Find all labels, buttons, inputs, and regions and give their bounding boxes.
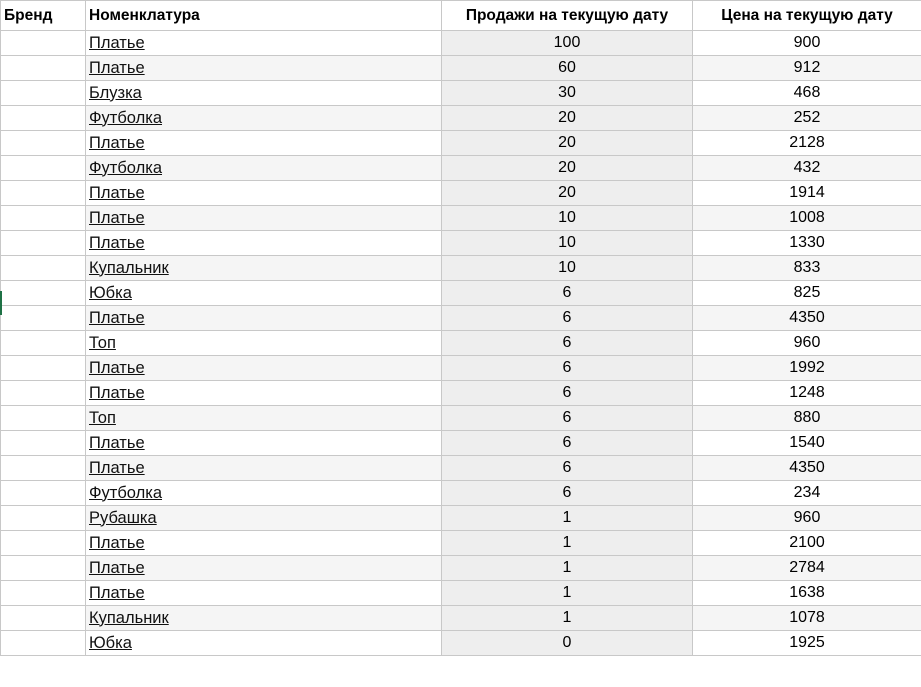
nomenclature-link[interactable]: Платье bbox=[89, 308, 145, 327]
cell-brand[interactable] bbox=[1, 356, 86, 381]
table-row bbox=[1, 406, 921, 431]
cell-price[interactable]: 825 bbox=[693, 281, 921, 306]
cell-nomenclature[interactable] bbox=[86, 581, 442, 606]
cell-nomenclature[interactable] bbox=[86, 606, 442, 631]
cell-sales[interactable]: 20 bbox=[442, 156, 693, 181]
cell-nomenclature[interactable] bbox=[86, 306, 442, 331]
nomenclature-link[interactable]: Купальник bbox=[89, 608, 169, 627]
cell-nomenclature[interactable] bbox=[86, 256, 442, 281]
cell-nomenclature[interactable] bbox=[86, 331, 442, 356]
table-row bbox=[1, 31, 921, 56]
cell-sales[interactable]: 20 bbox=[442, 181, 693, 206]
cell-nomenclature[interactable] bbox=[86, 431, 442, 456]
table-row bbox=[1, 81, 921, 106]
table-row bbox=[1, 431, 921, 456]
cell-nomenclature[interactable] bbox=[86, 456, 442, 481]
cell-brand[interactable] bbox=[1, 281, 86, 306]
cell-brand[interactable] bbox=[1, 556, 86, 581]
cell-price[interactable]: 1638 bbox=[693, 581, 921, 606]
cell-sales[interactable]: 6 bbox=[442, 406, 693, 431]
cell-price[interactable]: 1008 bbox=[693, 206, 921, 231]
cell-nomenclature[interactable] bbox=[86, 131, 442, 156]
cell-price[interactable]: 2100 bbox=[693, 531, 921, 556]
table-row bbox=[1, 531, 921, 556]
cell-price[interactable]: 1914 bbox=[693, 181, 921, 206]
cell-sales[interactable]: 6 bbox=[442, 456, 693, 481]
nomenclature-link[interactable]: Топ bbox=[89, 408, 116, 427]
cell-sales[interactable]: 20 bbox=[442, 131, 693, 156]
cell-sales[interactable]: 6 bbox=[442, 281, 693, 306]
cell-nomenclature[interactable] bbox=[86, 481, 442, 506]
cell-sales[interactable]: 6 bbox=[442, 331, 693, 356]
cell-brand[interactable] bbox=[1, 481, 86, 506]
cell-price[interactable]: 1330 bbox=[693, 231, 921, 256]
cell-price[interactable]: 1992 bbox=[693, 356, 921, 381]
cell-price[interactable]: 1248 bbox=[693, 381, 921, 406]
cell-price[interactable]: 960 bbox=[693, 331, 921, 356]
nomenclature-link[interactable]: Платье bbox=[89, 58, 145, 77]
table-row bbox=[1, 631, 921, 656]
nomenclature-link[interactable]: Топ bbox=[89, 333, 116, 352]
cell-sales[interactable]: 1 bbox=[442, 531, 693, 556]
cell-price[interactable]: 468 bbox=[693, 81, 921, 106]
cell-sales[interactable]: 10 bbox=[442, 231, 693, 256]
cell-brand[interactable] bbox=[1, 306, 86, 331]
cell-nomenclature[interactable] bbox=[86, 356, 442, 381]
table-row bbox=[1, 181, 921, 206]
cell-sales[interactable]: 6 bbox=[442, 356, 693, 381]
nomenclature-link[interactable]: Рубашка bbox=[89, 508, 157, 527]
nomenclature-link[interactable]: Футболка bbox=[89, 483, 163, 502]
cell-price[interactable]: 1925 bbox=[693, 631, 921, 656]
cell-brand[interactable] bbox=[1, 206, 86, 231]
cell-brand[interactable] bbox=[1, 381, 86, 406]
cell-brand[interactable] bbox=[1, 56, 86, 81]
table-row bbox=[1, 481, 921, 506]
cell-sales[interactable]: 20 bbox=[442, 106, 693, 131]
cell-nomenclature[interactable] bbox=[86, 406, 442, 431]
nomenclature-link[interactable]: Платье bbox=[89, 33, 145, 52]
table-row bbox=[1, 506, 921, 531]
cell-price[interactable]: 4350 bbox=[693, 306, 921, 331]
cell-brand[interactable] bbox=[1, 231, 86, 256]
cell-sales[interactable]: 1 bbox=[442, 556, 693, 581]
cell-nomenclature[interactable] bbox=[86, 381, 442, 406]
table-row bbox=[1, 281, 921, 306]
cell-sales[interactable]: 30 bbox=[442, 81, 693, 106]
nomenclature-link[interactable]: Платье bbox=[89, 433, 145, 452]
cell-brand[interactable] bbox=[1, 406, 86, 431]
table-row bbox=[1, 356, 921, 381]
cell-sales[interactable]: 6 bbox=[442, 381, 693, 406]
nomenclature-link[interactable]: Футболка bbox=[89, 158, 163, 177]
nomenclature-link[interactable]: Платье bbox=[89, 183, 145, 202]
cell-nomenclature[interactable] bbox=[86, 556, 442, 581]
cell-nomenclature[interactable] bbox=[86, 206, 442, 231]
nomenclature-link[interactable]: Юбка bbox=[89, 283, 132, 302]
cell-brand[interactable] bbox=[1, 81, 86, 106]
cell-nomenclature[interactable] bbox=[86, 181, 442, 206]
header-row bbox=[1, 1, 921, 31]
cell-nomenclature[interactable] bbox=[86, 106, 442, 131]
nomenclature-link[interactable]: Юбка bbox=[89, 633, 132, 652]
cell-sales[interactable]: 1 bbox=[442, 506, 693, 531]
table-row bbox=[1, 106, 921, 131]
table-row bbox=[1, 581, 921, 606]
cell-price[interactable]: 2128 bbox=[693, 131, 921, 156]
nomenclature-link[interactable]: Купальник bbox=[89, 258, 169, 277]
cell-brand[interactable] bbox=[1, 106, 86, 131]
table-row bbox=[1, 381, 921, 406]
cell-brand[interactable] bbox=[1, 631, 86, 656]
nomenclature-link[interactable]: Платье bbox=[89, 208, 145, 227]
nomenclature-link[interactable]: Платье bbox=[89, 358, 145, 377]
cell-nomenclature[interactable] bbox=[86, 156, 442, 181]
table-row bbox=[1, 131, 921, 156]
cell-brand[interactable] bbox=[1, 181, 86, 206]
table-row bbox=[1, 156, 921, 181]
cell-price[interactable]: 880 bbox=[693, 406, 921, 431]
cell-brand[interactable] bbox=[1, 506, 86, 531]
header-sales[interactable]: Продажи на текущую дату bbox=[442, 1, 693, 31]
cell-price[interactable]: 2784 bbox=[693, 556, 921, 581]
table-row bbox=[1, 606, 921, 631]
nomenclature-link[interactable]: Платье bbox=[89, 133, 145, 152]
header-brand[interactable]: Бренд bbox=[1, 1, 86, 31]
cell-nomenclature[interactable] bbox=[86, 56, 442, 81]
cell-sales[interactable]: 6 bbox=[442, 481, 693, 506]
header-price[interactable]: Цена на текущую дату bbox=[693, 1, 921, 31]
cell-price[interactable]: 1078 bbox=[693, 606, 921, 631]
cell-brand[interactable] bbox=[1, 456, 86, 481]
cell-price[interactable]: 234 bbox=[693, 481, 921, 506]
cell-brand[interactable] bbox=[1, 606, 86, 631]
table-row bbox=[1, 206, 921, 231]
table-row bbox=[1, 256, 921, 281]
table-row bbox=[1, 231, 921, 256]
cell-nomenclature[interactable] bbox=[86, 31, 442, 56]
cell-price[interactable]: 833 bbox=[693, 256, 921, 281]
cell-nomenclature[interactable] bbox=[86, 231, 442, 256]
cell-price[interactable]: 1540 bbox=[693, 431, 921, 456]
cell-brand[interactable] bbox=[1, 581, 86, 606]
cell-nomenclature[interactable] bbox=[86, 281, 442, 306]
table-row bbox=[1, 56, 921, 81]
cell-sales[interactable]: 10 bbox=[442, 256, 693, 281]
cell-sales[interactable]: 10 bbox=[442, 206, 693, 231]
cell-price[interactable]: 900 bbox=[693, 31, 921, 56]
nomenclature-link[interactable]: Блузка bbox=[89, 83, 142, 102]
header-nomenclature[interactable]: Номенклатура bbox=[86, 1, 442, 31]
cell-nomenclature[interactable] bbox=[86, 631, 442, 656]
cell-sales[interactable]: 100 bbox=[442, 31, 693, 56]
table-row bbox=[1, 306, 921, 331]
nomenclature-link[interactable]: Платье bbox=[89, 233, 145, 252]
cell-sales[interactable]: 6 bbox=[442, 431, 693, 456]
cell-nomenclature[interactable] bbox=[86, 506, 442, 531]
cell-sales[interactable]: 60 bbox=[442, 56, 693, 81]
cell-brand[interactable] bbox=[1, 331, 86, 356]
nomenclature-link[interactable]: Футболка bbox=[89, 108, 163, 127]
cell-price[interactable]: 960 bbox=[693, 506, 921, 531]
cell-brand[interactable] bbox=[1, 156, 86, 181]
cell-nomenclature[interactable] bbox=[86, 531, 442, 556]
cell-brand[interactable] bbox=[1, 531, 86, 556]
cell-sales[interactable]: 1 bbox=[442, 581, 693, 606]
cell-brand[interactable] bbox=[1, 431, 86, 456]
nomenclature-link[interactable]: Платье bbox=[89, 583, 145, 602]
cell-selection-marker bbox=[0, 291, 2, 315]
nomenclature-link[interactable]: Платье bbox=[89, 458, 145, 477]
table-row bbox=[1, 331, 921, 356]
nomenclature-link[interactable]: Платье bbox=[89, 558, 145, 577]
cell-price[interactable]: 912 bbox=[693, 56, 921, 81]
nomenclature-link[interactable]: Платье bbox=[89, 383, 145, 402]
cell-price[interactable]: 4350 bbox=[693, 456, 921, 481]
cell-sales[interactable]: 6 bbox=[442, 306, 693, 331]
cell-price[interactable]: 432 bbox=[693, 156, 921, 181]
cell-brand[interactable] bbox=[1, 256, 86, 281]
table-row bbox=[1, 456, 921, 481]
cell-brand[interactable] bbox=[1, 131, 86, 156]
table-row bbox=[1, 556, 921, 581]
cell-sales[interactable]: 0 bbox=[442, 631, 693, 656]
cell-sales[interactable]: 1 bbox=[442, 606, 693, 631]
cell-nomenclature[interactable] bbox=[86, 81, 442, 106]
cell-brand[interactable] bbox=[1, 31, 86, 56]
nomenclature-link[interactable]: Платье bbox=[89, 533, 145, 552]
cell-price[interactable]: 252 bbox=[693, 106, 921, 131]
